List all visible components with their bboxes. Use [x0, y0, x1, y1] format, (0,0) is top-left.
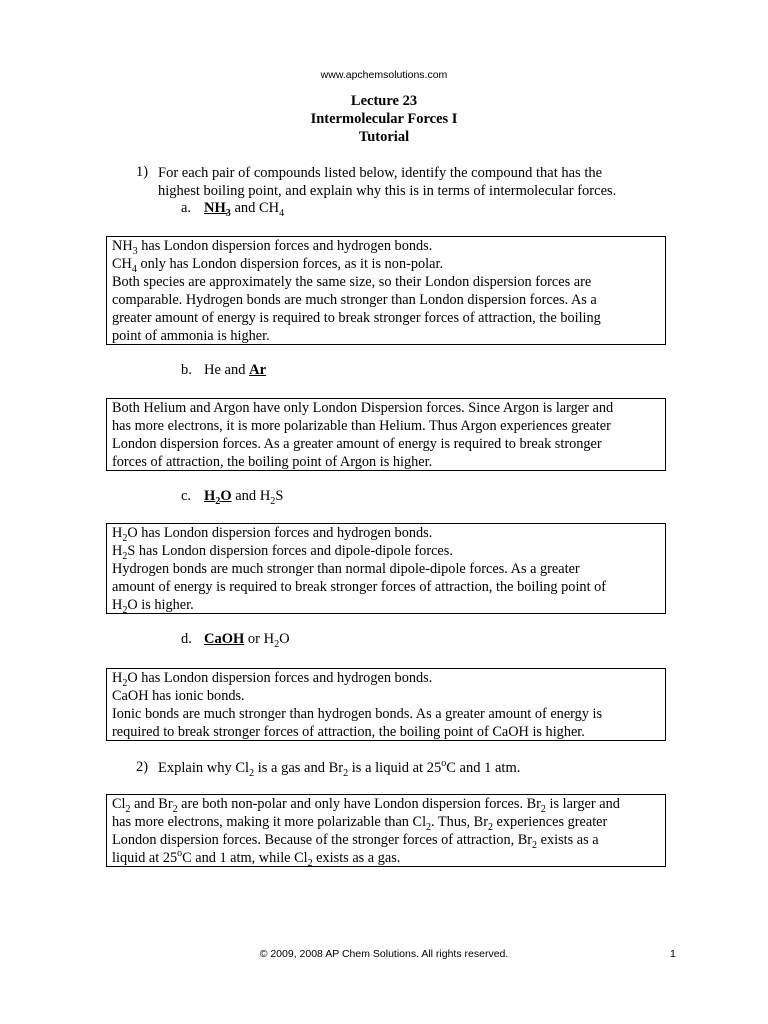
answer-line: $NH_3$ has London dispersion forces and hydrogen bonds. [112, 238, 433, 257]
highest-bp-compound: Ar [249, 362, 267, 378]
part-compounds [204, 362, 266, 379]
other-compound: He [204, 362, 221, 378]
compound-joiner: and [220, 362, 250, 378]
answer-line: amount of energy is required to break stronger forces of attraction, the boiling point of [112, 579, 607, 595]
answer-line: forces of attraction, the boiling point of Argon is higher. [112, 454, 433, 470]
question-2-number: 2) [136, 759, 149, 775]
answer-line: Both Helium and Argon have only London Dispersion forces. Since Argon is larger and [112, 400, 614, 416]
answer-line: liquid at 25$^o$C and 1 atm, while $Cl_2$ exists as a gas. [112, 848, 401, 869]
part-compounds [204, 631, 290, 648]
compound-joiner: and [231, 488, 260, 504]
part-letter: a. [181, 200, 192, 216]
question-2-prompt: Explain why $Cl_2$ is a gas and $Br_2$ is a liquid at 25$^o$C and 1 atm. [158, 758, 521, 779]
part-compounds [204, 200, 284, 217]
answer-line: $H_2O$ has London dispersion forces and hydrogen bonds. [112, 525, 433, 544]
answer-line: Hydrogen bonds are much stronger than normal dipole-dipole forces. As a greater [112, 561, 580, 577]
question-1-number: 1) [136, 164, 149, 180]
answer-line: $CH_4$ only has London dispersion forces, as it is non-polar. [112, 256, 444, 275]
highest-bp-compound: CaOH [204, 631, 245, 647]
highest-bp-compound: $H_2O$ [204, 488, 232, 507]
part-a-heading [0, 200, 768, 220]
compound-joiner: or [244, 631, 264, 647]
part-a-answer-box [106, 236, 666, 345]
other-compound: $H_2O$ [263, 631, 290, 650]
compound-joiner: and [230, 200, 259, 216]
part-letter: c. [181, 488, 192, 504]
part-b-heading [0, 362, 768, 382]
answer-line: $H_2O$ has London dispersion forces and hydrogen bonds. [112, 670, 433, 689]
lecture-subtitle: Tutorial [358, 129, 410, 145]
highest-bp-compound: $NH_3$ [204, 200, 231, 219]
answer-line: point of ammonia is higher. [112, 328, 270, 344]
part-compounds [204, 488, 283, 505]
part-letter: b. [181, 362, 192, 378]
question-1-prompt-line: For each pair of compounds listed below, identify the compound that has the [158, 165, 603, 181]
lecture-topic: Intermolecular Forces I [310, 111, 458, 127]
answer-line: $Cl_2$ and $Br_2$ are both non-polar and only have London dispersion forces. $Br_2$ is larger and [112, 796, 620, 815]
answer-line: Ionic bonds are much stronger than hydrogen bonds. As a greater amount of energy is [112, 706, 603, 722]
part-d-heading [0, 631, 768, 651]
answer-line: $H_2S$ has London dispersion forces and dipole-dipole forces. [112, 543, 453, 562]
page-number: 1 [670, 948, 676, 960]
part-c-heading [0, 488, 768, 508]
answer-line: has more electrons, it is more polarizable than Helium. Thus Argon experiences greater [112, 418, 611, 434]
question-2-answer-box [106, 794, 666, 867]
question-1-prompt [158, 164, 678, 200]
answer-line: has more electrons, making it more polarizable than $Cl_2$. Thus, $Br_2$ experiences greater [112, 814, 608, 833]
answer-line: London dispersion forces. As a greater amount of energy is required to break stronger [112, 436, 602, 452]
question-1-prompt-line: highest boiling point, and explain why this is in terms of intermolecular forces. [158, 183, 617, 199]
other-compound: $CH_4$ [259, 200, 285, 219]
answer-line: CaOH has ionic bonds. [112, 688, 245, 704]
other-compound: $H_2S$ [259, 488, 284, 507]
website-url: www.apchemsolutions.com [320, 69, 448, 81]
copyright-footer: © 2009, 2008 AP Chem Solutions. All rights reserved. [259, 948, 509, 960]
answer-line: $H_2O$ is higher. [112, 597, 194, 616]
lecture-number: Lecture 23 [350, 93, 418, 109]
part-letter: d. [181, 631, 192, 647]
part-c-answer-box [106, 523, 666, 614]
part-b-answer-box [106, 398, 666, 471]
answer-line: required to break stronger forces of attraction, the boiling point of CaOH is higher. [112, 724, 585, 740]
part-d-answer-box [106, 668, 666, 741]
answer-line: Both species are approximately the same size, so their London dispersion forces are [112, 274, 592, 290]
answer-line: London dispersion forces. Because of the stronger forces of attraction, $Br_2$ exists as a [112, 832, 599, 851]
answer-line: comparable. Hydrogen bonds are much stronger than London dispersion forces. As a [112, 292, 597, 308]
answer-line: greater amount of energy is required to break stronger forces of attraction, the boiling [112, 310, 601, 326]
